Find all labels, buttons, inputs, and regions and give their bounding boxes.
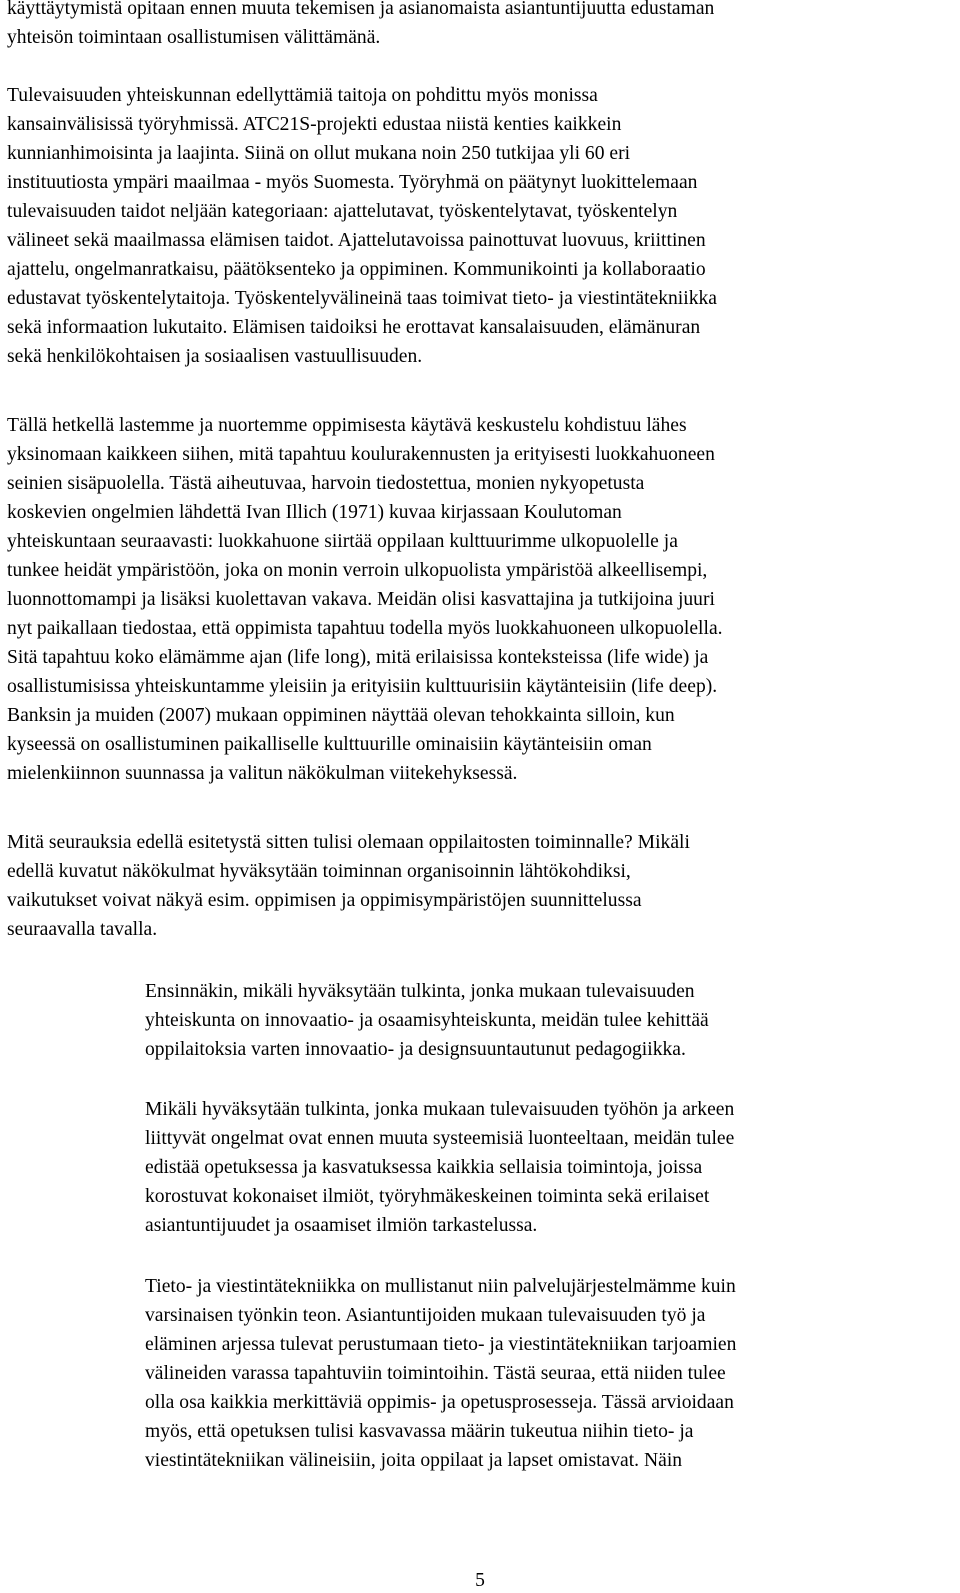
text-line: varsinaisen työnkin teon. Asiantuntijoiden mukaan tulevaisuuden työ ja [145,1305,706,1326]
text-line: olla osa kaikkia merkittäviä oppimis- ja opetusprosesseja. Tässä arvioidaan [145,1392,734,1413]
text-line: tulevaisuuden taidot neljään kategoriaan: ajattelutavat, työskentelytavat, työskentelyn [7,201,678,222]
text-line: vaikutukset voivat näkyä esim. oppimisen ja oppimisympäristöjen suunnittelussa [7,890,642,911]
text-line: oppilaitoksia varten innovaatio- ja designsuuntautunut pedagogiikka. [145,1039,686,1060]
text-line: Tieto- ja viestintätekniikka on mullistanut niin palvelujärjestelmämme kuin [145,1276,736,1297]
text-line: seuraavalla tavalla. [7,919,158,940]
text-line: osallistumisissa yhteiskuntamme yleisiin ja erityisiin kulttuurisiin käytänteisiin (life deep). [7,676,718,697]
text-line: kyseessä on osallistuminen paikalliselle kulttuurille ominaisiin käytänteisiin oman [7,734,652,755]
text-line: kansainvälisissä työryhmissä. ATC21S-projekti edustaa niistä kenties kaikkein [7,114,622,135]
text-line: yksinomaan kaikkeen siihen, mitä tapahtuu koulurakennusten ja erityisesti luokkahuoneen [7,444,715,465]
text-line: viestintätekniikan välineisiin, joita oppilaat ja lapset omistavat. Näin [145,1450,683,1471]
text-line: tunkee heidät ympäristöön, joka on monin verroin ulkopuolista ympäristöä alkeellisempi, [7,560,708,581]
text-line: ajattelu, ongelmanratkaisu, päätöksenteko ja oppiminen. Kommunikointi ja kollaboraatio [7,259,706,280]
text-line: sekä henkilökohtaisen ja sosiaalisen vastuullisuuden. [7,346,423,367]
text-line: seinien sisäpuolella. Tästä aiheutuvaa, harvoin tiedostettua, monien nykyopetusta [7,473,645,494]
text-line: Tulevaisuuden yhteiskunnan edellyttämiä taitoja on pohdittu myös monissa [7,85,598,106]
text-line: Mikäli hyväksytään tulkinta, jonka mukaan tulevaisuuden työhön ja arkeen [145,1099,735,1120]
text-line: yhteisön toimintaan osallistumisen välittämänä. [7,27,381,48]
text-line: sekä informaation lukutaito. Elämisen taidoiksi he erottavat kansalaisuuden, elämänuran [7,317,701,338]
text-line: myös, että opetuksen tulisi kasvavassa määrin tukeutua niihin tieto- ja [145,1421,694,1442]
text-line: yhteiskunta on innovaatio- ja osaamisyhteiskunta, meidän tulee kehittää [145,1010,709,1031]
text-line: Sitä tapahtuu koko elämämme ajan (life long), mitä erilaisissa konteksteissa (life wide) ja [7,647,709,668]
text-line: yhteiskuntaan seuraavasti: luokkahuone siirtää oppilaan kulttuurimme ulkopuolelle ja [7,531,678,552]
text-line: Ensinnäkin, mikäli hyväksytään tulkinta, jonka mukaan tulevaisuuden [145,981,695,1002]
text-line: edustavat työskentelytaitoja. Työskentelyvälineinä taas toimivat tieto- ja viestintätekniikka [7,288,717,309]
text-line: Tällä hetkellä lastemme ja nuortemme oppimisesta käytävä keskustelu kohdistuu lähes [7,415,687,436]
text-line: välineiden varassa tapahtuviin toimintoihin. Tästä seuraa, että niiden tulee [145,1363,726,1384]
text-line: koskevien ongelmien lähdettä Ivan Illich (1971) kuvaa kirjassaan Koulutoman [7,502,622,523]
text-line: Banksin ja muiden (2007) mukaan oppiminen näyttää olevan tehokkainta silloin, kun [7,705,675,726]
text-line: eläminen arjessa tulevat perustumaan tieto- ja viestintätekniikan tarjoamien [145,1334,737,1355]
text-line: asiantuntijuudet ja osaamiset ilmiön tarkastelussa. [145,1215,538,1236]
text-line: kunnianhimoisinta ja laajinta. Siinä on ollut mukana noin 250 tutkijaa yli 60 eri [7,143,631,164]
page-number: 5 [475,1570,485,1591]
text-line: mielenkiinnon suunnassa ja valitun näkökulman viitekehyksessä. [7,763,518,784]
text-line: Mitä seurauksia edellä esitetystä sitten tulisi olemaan oppilaitosten toiminnalle? Mikäli [7,832,690,853]
text-line: käyttäytymistä opitaan ennen muuta tekemisen ja asianomaista asiantuntijuutta edustaman [7,0,715,19]
text-line: välineet sekä maailmassa elämisen taidot. Ajattelutavoissa painottuvat luovuus, kriittinen [7,230,706,251]
text-line: korostuvat kokonaiset ilmiöt, työryhmäkeskeinen toiminta sekä erilaiset [145,1186,710,1207]
text-line: instituutiosta ympäri maailmaa - myös Suomesta. Työryhmä on päätynyt luokittelemaan [7,172,698,193]
text-line: edellä kuvatut näkökulmat hyväksytään toiminnan organisoinnin lähtökohdiksi, [7,861,631,882]
text-line: luonnottomampi ja lisäksi kuolettavan vakava. Meidän olisi kasvattajina ja tutkijoina juuri [7,589,715,610]
text-line: nyt paikallaan tiedostaa, että oppimista tapahtuu todella myös luokkahuoneen ulkopuolella. [7,618,723,639]
text-line: edistää opetuksessa ja kasvatuksessa kaikkia sellaisia toimintoja, joissa [145,1157,703,1178]
text-line: liittyvät ongelmat ovat ennen muuta systeemisiä luonteeltaan, meidän tulee [145,1128,735,1149]
